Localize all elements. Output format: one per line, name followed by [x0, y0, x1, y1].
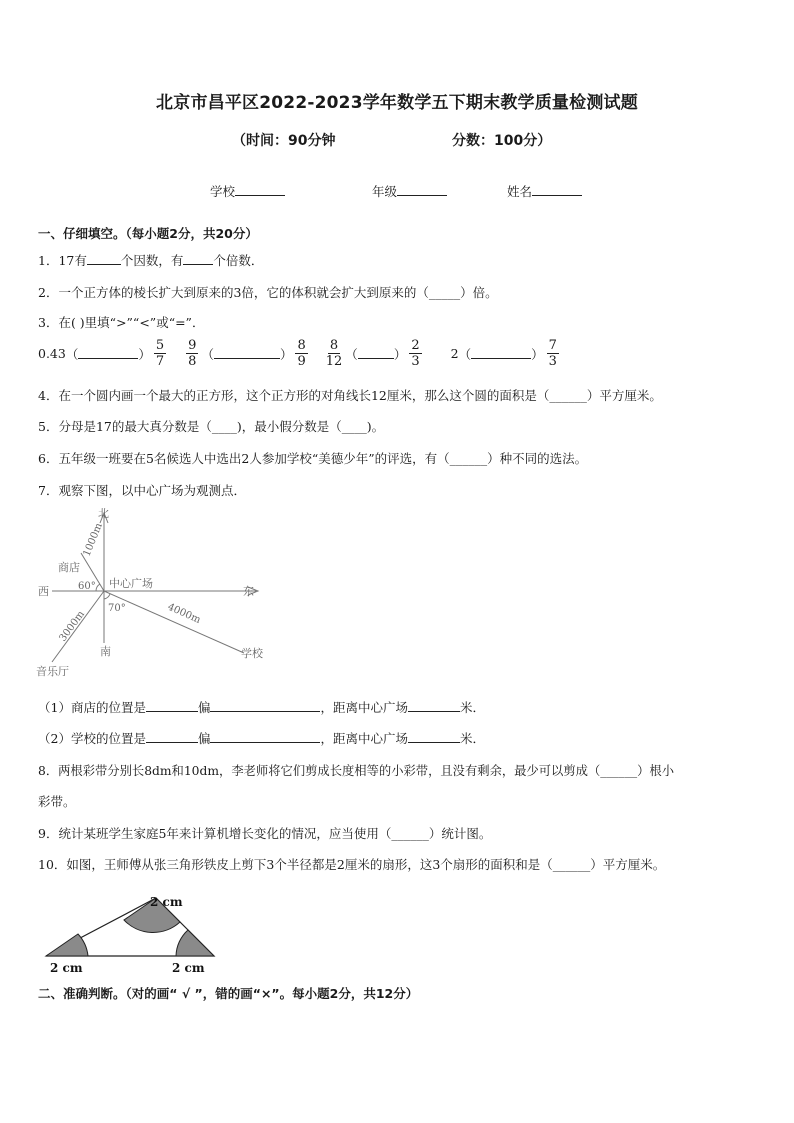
q3-decimal: 0.43 — [38, 346, 66, 361]
exam-time: （时间：90分钟 — [232, 133, 336, 149]
right-radius-label: 2 cm — [172, 961, 205, 975]
q1-text-a: 1．17有 — [38, 253, 87, 268]
q1-blank-2[interactable] — [183, 252, 213, 265]
west-label: 西 — [38, 585, 49, 598]
q3-blank-2[interactable]: （ ） — [201, 346, 293, 362]
fraction-2-3: $\frac{2}{3}$ — [411, 338, 420, 369]
center-label: 中心广场 — [109, 577, 153, 590]
q7-2-blank-1[interactable] — [146, 730, 198, 743]
question-10: 10．如图，王师傅从张三角形铁皮上剪下3个半径都是2厘米的扇形，这3个扇形的面积和是（______）平方厘米。 — [38, 857, 666, 872]
fraction-7-3: $\frac{7}{3}$ — [548, 338, 557, 369]
name-blank[interactable] — [532, 183, 582, 196]
question-3-items — [38, 338, 562, 369]
question-7-2 — [38, 729, 485, 747]
q7-2-text-d: 米． — [460, 731, 486, 746]
angle-70-label: 70° — [108, 603, 126, 614]
exam-score: 分数：100分） — [452, 133, 552, 149]
grade-field[interactable] — [372, 182, 447, 200]
q7-2-blank-2[interactable] — [210, 730, 320, 743]
question-9: 9．统计某班学生家庭5年来计算机增长变化的情况，应当使用（______）统计图。 — [38, 826, 492, 841]
q7-1-text-c: ，距离中心广场 — [320, 700, 408, 715]
question-7: 7．观察下图，以中心广场为观测点． — [38, 483, 246, 498]
grade-blank[interactable] — [397, 183, 447, 196]
fraction-8-9: $\frac{8}{9}$ — [297, 338, 306, 369]
q7-2-text-a: （2）学校的位置是 — [38, 731, 146, 746]
store-label: 商店 — [58, 561, 80, 574]
question-4: 4．在一个圆内画一个最大的正方形，这个正方形的对角线长12厘米，那么这个圆的面积是（______）平方厘米。 — [38, 388, 662, 403]
q7-2-text-c: ，距离中心广场 — [320, 731, 408, 746]
question-7-1 — [38, 698, 485, 716]
name-field[interactable] — [507, 182, 582, 200]
q7-1-text-d: 米． — [460, 700, 486, 715]
school-ray — [104, 591, 244, 653]
q7-1-text-a: （1）商店的位置是 — [38, 700, 146, 715]
q7-1-text-b: 偏 — [197, 700, 211, 715]
hall-distance-label: 3000m — [57, 609, 87, 644]
q7-2-blank-3[interactable] — [408, 730, 460, 743]
left-radius-label: 2 cm — [50, 961, 83, 975]
fraction-8-12: $\frac{8}{12}$ — [325, 338, 343, 369]
direction-map-diagram — [34, 505, 284, 680]
section-2-heading: 二、准确判断。（对的画“ √ ”，错的画“×”。每小题2分，共12分） — [38, 986, 419, 1001]
q3-integer: 2 — [450, 346, 459, 361]
angle-60-label: 60° — [78, 581, 96, 592]
triangle-sectors-diagram — [40, 888, 220, 978]
name-label: 姓名 — [507, 184, 533, 199]
grade-label: 年级 — [372, 184, 398, 199]
fraction-9-8: $\frac{9}{8}$ — [188, 338, 197, 369]
store-distance-label: 1000m — [81, 521, 105, 559]
top-radius-label: 2 cm — [150, 895, 183, 909]
q7-1-blank-1[interactable] — [146, 699, 198, 712]
north-label: 北 — [98, 507, 109, 520]
question-3: 3．在( )里填“>”“<”或“=”． — [38, 315, 205, 330]
school-distance-label: 4000m — [165, 601, 203, 626]
school-label-map: 学校 — [241, 647, 263, 660]
question-8-cont: 彩带。 — [38, 794, 76, 809]
east-label: 东 — [243, 585, 254, 598]
q3-blank-3[interactable]: （ ） — [345, 346, 407, 362]
question-6: 6．五年级一班要在5名候选人中选出2人参加学校“美德少年”的评选，有（______）种不同的选法。 — [38, 451, 588, 466]
q1-text-b: 个因数，有 — [120, 253, 184, 268]
question-2: 2．一个正方体的棱长扩大到原来的3倍，它的体积就会扩大到原来的（_____）倍。 — [38, 285, 498, 300]
south-label: 南 — [100, 645, 111, 658]
q7-2-text-b: 偏 — [197, 731, 211, 746]
q3-blank-4[interactable]: （ ） — [458, 346, 544, 362]
school-label: 学校 — [210, 184, 236, 199]
q1-blank-1[interactable] — [87, 252, 121, 265]
school-blank[interactable] — [235, 183, 285, 196]
question-8: 8．两根彩带分别长8dm和10dm，李老师将它们剪成长度相等的小彩带，且没有剩余，最少可以剪成（______）根小 — [38, 764, 675, 778]
q3-blank-1[interactable]: （ ） — [65, 346, 151, 362]
section-1-heading: 一、仔细填空。（每小题2分，共20分） — [38, 226, 258, 241]
hall-label: 音乐厅 — [36, 665, 69, 678]
question-5: 5．分母是17的最大真分数是（____)，最小假分数是（____)。 — [38, 419, 385, 434]
fraction-5-7: $\frac{5}{7}$ — [155, 338, 165, 369]
school-field[interactable] — [210, 182, 285, 200]
q7-1-blank-2[interactable] — [210, 699, 320, 712]
q7-1-blank-3[interactable] — [408, 699, 460, 712]
q1-text-c: 个倍数． — [213, 253, 264, 268]
question-1 — [38, 251, 263, 269]
page-title: 北京市昌平区2022-2023学年数学五下期末教学质量检测试题 — [156, 93, 638, 113]
